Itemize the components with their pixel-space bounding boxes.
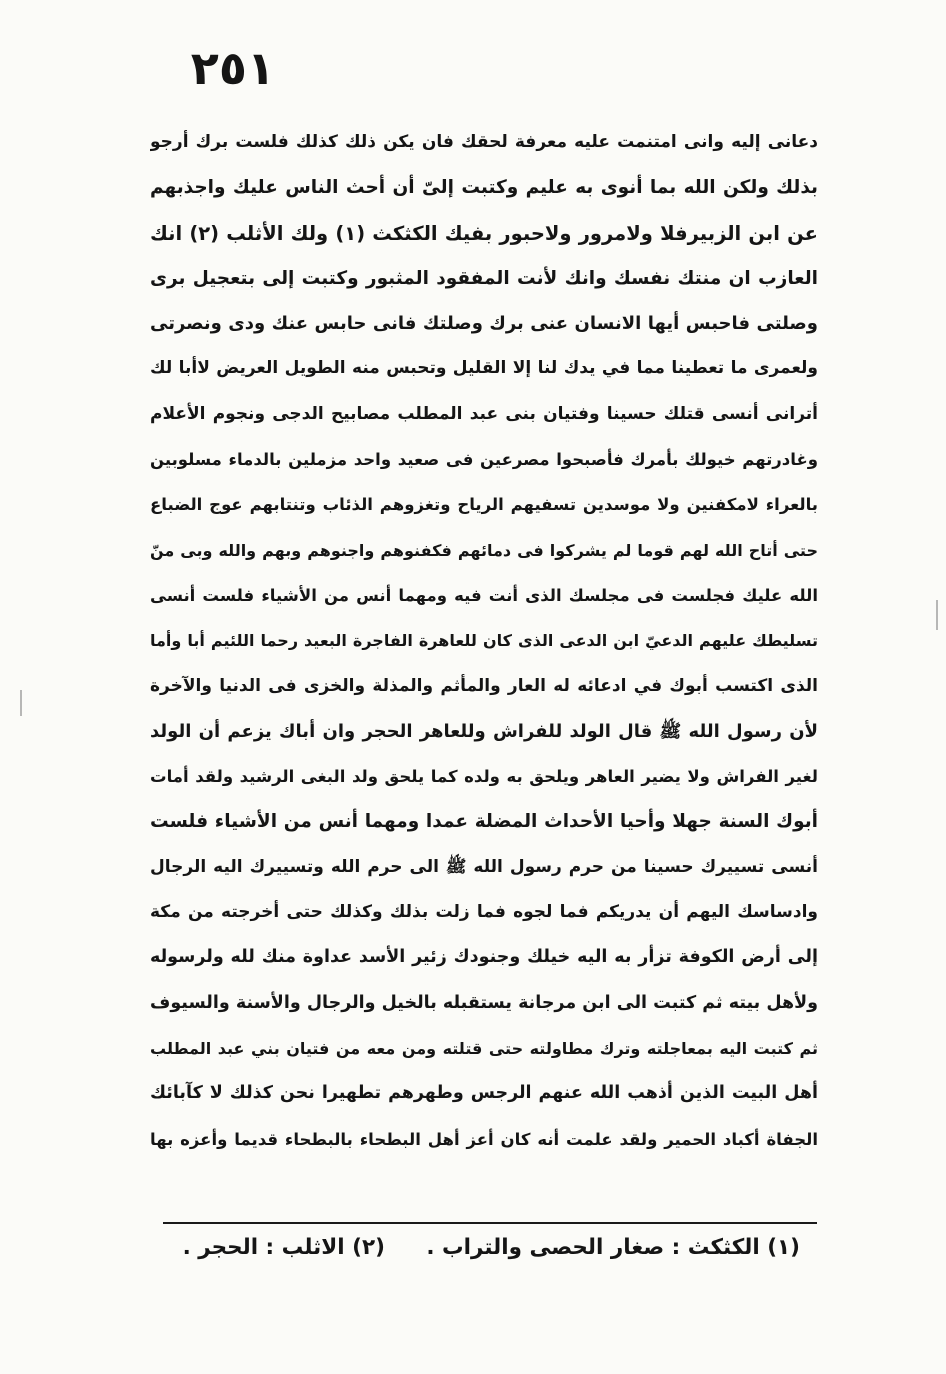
text-line: حتى أتاح الله لهم قوما لم يشركوا فى دمائهم فكفنوهم واجنوهم وبهم والله وبى منّ bbox=[150, 540, 818, 560]
text-line: العازب ان منتك نفسك وانك لأنت المفقود المثبور وكتبت إلى بتعجيل برى bbox=[150, 267, 818, 289]
text-line: أترانى أنسى قتلك حسينا وفتيان بنى عبد المطلب مصابيح الدجى ونجوم الأعلام bbox=[150, 403, 818, 424]
text-line: الذى اكتسب أبوك في ادعائه له العار والمأثم والمذلة والخزى فى الدنيا والآخرة bbox=[150, 675, 818, 696]
body-text bbox=[150, 120, 818, 1162]
text-line: أهل البيت الذين أذهب الله عنهم الرجس وطهرهم تطهيرا نحن كذلك لا كآبائك bbox=[150, 1083, 818, 1104]
text-line: دعانى إليه وانى امتنمت عليه معرفة لحقك فان يكن ذلك كذلك فلست برك أرجو bbox=[150, 132, 818, 152]
text-line: أبوك السنة جهلا وأحيا الأحداث المضلة عمدا ومهما أنس من الأشياء فلست bbox=[150, 811, 818, 833]
text-line: إلى أرض الكوفة تزأر به اليه خيلك وجنودك زئير الأسد عداوة منك لله ولرسوله bbox=[150, 947, 818, 968]
text-line: الجفاة أكباد الحمير ولقد علمت أنه كان أعز أهل البطحاء بالبطحاء قديما وأعزه بها bbox=[150, 1129, 818, 1149]
text-line: ثم كتبت اليه بمعاجلته وترك مطاولته حتى قتلته ومن معه من فتيان بني عبد المطلب bbox=[150, 1038, 818, 1058]
text-line: بالعراء لامكفنين ولا موسدين تسفيهم الرياح وتغزوهم الذئاب وتنتابهم عوج الضباع bbox=[150, 495, 818, 515]
text-line: وصلتى فاحبس أيها الانسان عنى برك وصلتك فانى حابس عنك ودى ونصرتى bbox=[150, 313, 818, 335]
left-margin-mark bbox=[20, 690, 22, 716]
footnote-2: (٢) الاثلب : الحجر . bbox=[182, 1235, 385, 1260]
text-line: وادساسك اليهم أن يدريكم فما لجوه فما زلت بذلك وكذلك حتى أخرجته من مكة bbox=[150, 902, 818, 923]
footnote-divider bbox=[163, 1222, 817, 1224]
text-line: تسليطك عليهم الدعيّ ابن الدعى الذى كان للعاهرة الفاجرة البعيد رحما اللئيم أبا وأما bbox=[150, 631, 818, 651]
right-margin-mark bbox=[936, 600, 938, 630]
footnotes bbox=[180, 1228, 800, 1268]
text-line: ولعمرى ما تعطينا مما في يدك لنا إلا القليل وتحبس منه الطويل العريض لاأبا لك bbox=[150, 358, 818, 379]
text-line: لأن رسول الله ﷺ قال الولد للفراش وللعاهر الحجر وان أباك يزعم أن الولد bbox=[150, 720, 818, 742]
text-line: بذلك ولكن الله بما أنوى به عليم وكتبت إلىّ أن أحث الناس عليك واجذبهم bbox=[150, 177, 818, 199]
footnote-1: (١) الكثكث : صغار الحصى والتراب . bbox=[426, 1235, 800, 1260]
text-line: ولأهل بيته ثم كتبت الى ابن مرجانة يستقبله بالخيل والرجال والأسنة والسيوف bbox=[150, 992, 818, 1013]
text-line: عن ابن الزبيرفلا ولامرور ولاحبور بفيك الكثكث (١) ولك الأثلب (٢) انك bbox=[150, 221, 818, 245]
text-line: أنسى تسييرك حسينا من حرم رسول الله ﷺ الى حرم الله وتسييرك اليه الرجال bbox=[150, 856, 818, 877]
text-line: لغير الفراش ولا يضير العاهر ويلحق به ولده كما يلحق ولد البغى الرشيد ولقد أمات bbox=[150, 767, 818, 787]
page-number: ٢٥١ bbox=[190, 41, 275, 95]
text-line: وغادرتهم خيولك بأمرك فأصبحوا مصرعين فى صعيد واحد مزملين بالدماء مسلوبين bbox=[150, 450, 818, 470]
text-line: الله عليك فجلست فى مجلسك الذى أنت فيه ومهما أنس من الأشياء فلست أنسى bbox=[150, 585, 818, 605]
